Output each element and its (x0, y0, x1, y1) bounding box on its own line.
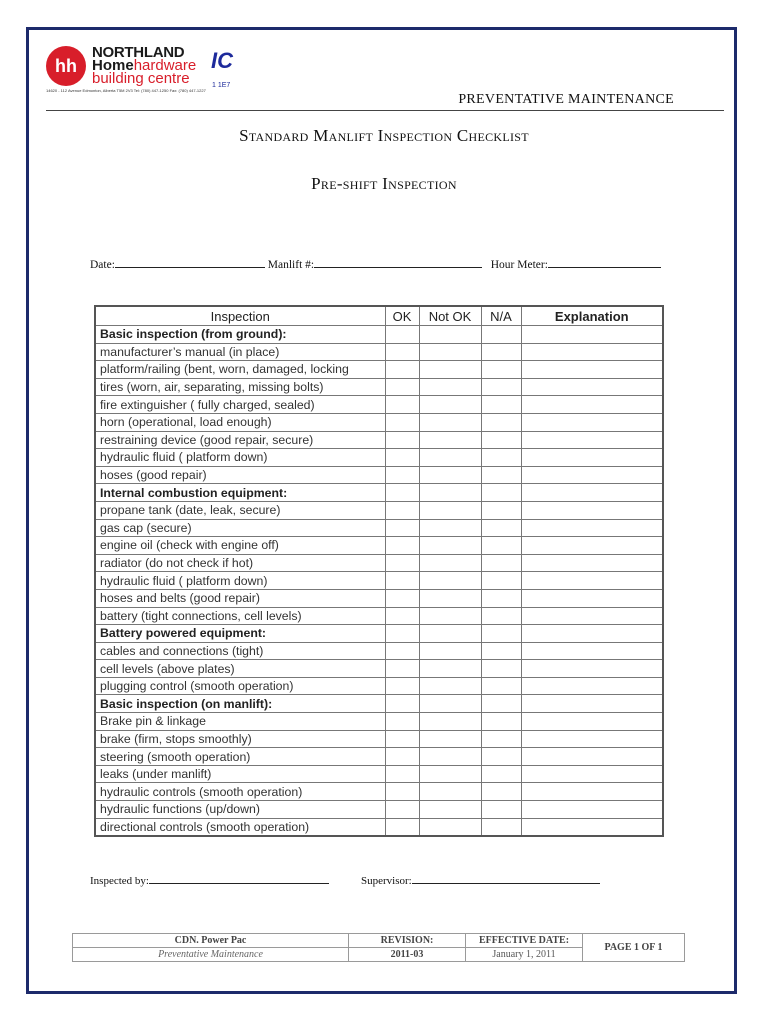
explanation-cell[interactable] (521, 783, 663, 801)
explanation-cell[interactable] (521, 449, 663, 467)
na-cell[interactable] (481, 783, 521, 801)
na-cell[interactable] (481, 378, 521, 396)
explanation-cell[interactable] (521, 818, 663, 836)
ok-cell[interactable] (385, 713, 419, 731)
inspection-item: restraining device (good repair, secure) (95, 431, 385, 449)
not-ok-cell[interactable] (419, 396, 481, 414)
not-ok-cell[interactable] (419, 501, 481, 519)
section-heading: Internal combustion equipment: (95, 484, 385, 502)
inspection-item: manufacturer’s manual (in place) (95, 343, 385, 361)
ok-cell[interactable] (385, 660, 419, 678)
explanation-cell (521, 625, 663, 643)
section-row (95, 695, 663, 713)
na-cell[interactable] (481, 677, 521, 695)
table-row (95, 783, 663, 801)
table-row (95, 818, 663, 836)
inspection-item: radiator (do not check if hot) (95, 554, 385, 572)
table-row (95, 748, 663, 766)
ok-cell[interactable] (385, 642, 419, 660)
ok-cell[interactable] (385, 466, 419, 484)
header-fields (90, 255, 661, 271)
inspection-item: hydraulic controls (smooth operation) (95, 783, 385, 801)
not-ok-cell[interactable] (419, 378, 481, 396)
ok-cell (385, 484, 419, 502)
footer-page: PAGE 1 OF 1 (583, 934, 685, 962)
inspection-item: battery (tight connections, cell levels) (95, 607, 385, 625)
table-row (95, 607, 663, 625)
inspection-item: propane tank (date, leak, secure) (95, 501, 385, 519)
na-cell[interactable] (481, 537, 521, 555)
not-ok-cell[interactable] (419, 537, 481, 555)
inspection-item: engine oil (check with engine off) (95, 537, 385, 555)
explanation-cell[interactable] (521, 343, 663, 361)
explanation-cell[interactable] (521, 466, 663, 484)
logo-home: Home (92, 57, 134, 74)
table-row (95, 431, 663, 449)
section-row (95, 625, 663, 643)
not-ok-cell[interactable] (419, 765, 481, 783)
explanation-cell (521, 484, 663, 502)
na-cell[interactable] (481, 660, 521, 678)
header-divider (46, 110, 724, 111)
na-cell[interactable] (481, 361, 521, 379)
table-row (95, 396, 663, 414)
ok-cell[interactable] (385, 378, 419, 396)
logo-address: 14620 - 112 Avenue Edmonton, Alberta T5M 2V3 Tel: (780) 447-1250 Fax: (780) 447-1227 (46, 88, 206, 93)
manlift-label: Manlift #: (267, 259, 315, 271)
inspection-item: cables and connections (tight) (95, 642, 385, 660)
not-ok-cell[interactable] (419, 730, 481, 748)
inspection-item: steering (smooth operation) (95, 748, 385, 766)
manlift-field[interactable] (314, 255, 482, 268)
section-heading: Battery powered equipment: (95, 625, 385, 643)
date-field[interactable] (115, 255, 265, 268)
not-ok-cell[interactable] (419, 642, 481, 660)
ok-cell (385, 326, 419, 344)
inspection-item: hoses and belts (good repair) (95, 589, 385, 607)
table-row (95, 519, 663, 537)
inspected-by-field[interactable] (149, 872, 329, 884)
explanation-cell[interactable] (521, 730, 663, 748)
section-heading: Basic inspection (from ground): (95, 326, 385, 344)
explanation-cell[interactable] (521, 589, 663, 607)
na-cell[interactable] (481, 589, 521, 607)
ok-cell[interactable] (385, 554, 419, 572)
explanation-cell (521, 326, 663, 344)
not-ok-cell[interactable] (419, 801, 481, 819)
footer-effective-date: January 1, 2011 (466, 948, 583, 962)
explanation-cell[interactable] (521, 642, 663, 660)
na-cell[interactable] (481, 413, 521, 431)
na-cell[interactable] (481, 765, 521, 783)
explanation-cell[interactable] (521, 607, 663, 625)
inspection-item: plugging control (smooth operation) (95, 677, 385, 695)
document-footer (72, 933, 685, 962)
header-label: PREVENTATIVE MAINTENANCE (458, 92, 674, 107)
inspected-by (90, 872, 329, 887)
explanation-cell[interactable] (521, 519, 663, 537)
col-inspection: Inspection (95, 306, 385, 326)
footer-company: CDN. Power Pac (73, 934, 349, 948)
supervisor-label: Supervisor: (361, 875, 412, 887)
not-ok-cell[interactable] (419, 449, 481, 467)
ok-cell[interactable] (385, 361, 419, 379)
na-cell[interactable] (481, 730, 521, 748)
section-row (95, 484, 663, 502)
not-ok-cell[interactable] (419, 783, 481, 801)
not-ok-cell[interactable] (419, 343, 481, 361)
explanation-cell[interactable] (521, 677, 663, 695)
ok-cell[interactable] (385, 730, 419, 748)
table-row (95, 378, 663, 396)
table-row (95, 466, 663, 484)
not-ok-cell[interactable] (419, 607, 481, 625)
explanation-cell[interactable] (521, 431, 663, 449)
section-row (95, 326, 663, 344)
inspection-item: leaks (under manlift) (95, 765, 385, 783)
hour-meter-field[interactable] (548, 255, 661, 268)
table-header-row (95, 306, 663, 326)
na-cell[interactable] (481, 748, 521, 766)
ok-cell[interactable] (385, 501, 419, 519)
table-row (95, 361, 663, 379)
explanation-cell (521, 695, 663, 713)
explanation-cell[interactable] (521, 396, 663, 414)
table-row (95, 501, 663, 519)
na-cell[interactable] (481, 519, 521, 537)
logo-building-centre: building centre (92, 70, 190, 87)
inspection-item: platform/railing (bent, worn, damaged, locking (95, 361, 385, 379)
ok-cell[interactable] (385, 677, 419, 695)
na-cell (481, 326, 521, 344)
inspection-item: gas cap (secure) (95, 519, 385, 537)
footer-revision-label: REVISION: (349, 934, 466, 948)
ok-cell[interactable] (385, 537, 419, 555)
inspection-item: hydraulic fluid ( platform down) (95, 449, 385, 467)
ok-cell[interactable] (385, 449, 419, 467)
col-ok: OK (385, 306, 419, 326)
table-row (95, 572, 663, 590)
inspection-item: tires (worn, air, separating, missing bolts) (95, 378, 385, 396)
explanation-cell[interactable] (521, 765, 663, 783)
table-row (95, 713, 663, 731)
table-row (95, 642, 663, 660)
logo-northland: NORTHLAND (92, 44, 185, 61)
date-label: Date: (90, 259, 115, 271)
logo-ic: IC (211, 48, 233, 73)
ok-cell (385, 695, 419, 713)
na-cell[interactable] (481, 449, 521, 467)
inspection-item: cell levels (above plates) (95, 660, 385, 678)
col-explanation: Explanation (521, 306, 663, 326)
not-ok-cell[interactable] (419, 519, 481, 537)
not-ok-cell[interactable] (419, 466, 481, 484)
explanation-cell[interactable] (521, 660, 663, 678)
ok-cell[interactable] (385, 572, 419, 590)
inspection-item: hoses (good repair) (95, 466, 385, 484)
ok-cell[interactable] (385, 343, 419, 361)
na-cell[interactable] (481, 501, 521, 519)
not-ok-cell (419, 484, 481, 502)
ok-cell[interactable] (385, 765, 419, 783)
not-ok-cell[interactable] (419, 589, 481, 607)
ok-cell[interactable] (385, 783, 419, 801)
inspection-table (94, 305, 664, 837)
supervisor-field[interactable] (412, 872, 600, 884)
ok-cell[interactable] (385, 589, 419, 607)
na-cell (481, 484, 521, 502)
ok-cell[interactable] (385, 431, 419, 449)
table-row (95, 660, 663, 678)
na-cell[interactable] (481, 554, 521, 572)
footer-revision: 2011-03 (349, 948, 466, 962)
inspection-item: brake (firm, stops smoothly) (95, 730, 385, 748)
explanation-cell[interactable] (521, 361, 663, 379)
not-ok-cell[interactable] (419, 361, 481, 379)
footer-doc: Preventative Maintenance (73, 948, 349, 962)
page-subtitle: Pre-shift Inspection (311, 174, 457, 193)
not-ok-cell[interactable] (419, 413, 481, 431)
not-ok-cell (419, 695, 481, 713)
na-cell (481, 625, 521, 643)
ok-cell[interactable] (385, 396, 419, 414)
ok-cell[interactable] (385, 818, 419, 836)
na-cell[interactable] (481, 713, 521, 731)
supervisor (361, 872, 600, 887)
explanation-cell[interactable] (521, 501, 663, 519)
footer-effective-label: EFFECTIVE DATE: (466, 934, 583, 948)
logo-hardware: hardware (133, 57, 197, 74)
table-row (95, 554, 663, 572)
na-cell[interactable] (481, 343, 521, 361)
na-cell[interactable] (481, 607, 521, 625)
ok-cell[interactable] (385, 748, 419, 766)
na-cell[interactable] (481, 572, 521, 590)
na-cell[interactable] (481, 431, 521, 449)
hour-meter-label: Hour Meter: (490, 259, 548, 271)
na-cell[interactable] (481, 466, 521, 484)
company-logo (46, 44, 246, 100)
na-cell[interactable] (481, 396, 521, 414)
inspected-by-label: Inspected by: (90, 875, 149, 887)
explanation-cell[interactable] (521, 748, 663, 766)
table-row (95, 677, 663, 695)
inspection-item: directional controls (smooth operation) (95, 818, 385, 836)
home-hardware-logo-icon: hh (46, 46, 86, 86)
not-ok-cell[interactable] (419, 554, 481, 572)
explanation-cell[interactable] (521, 801, 663, 819)
ok-cell[interactable] (385, 607, 419, 625)
na-cell[interactable] (481, 642, 521, 660)
explanation-cell[interactable] (521, 378, 663, 396)
table-row (95, 730, 663, 748)
inspection-item: fire extinguisher ( fully charged, sealed) (95, 396, 385, 414)
table-row (95, 343, 663, 361)
not-ok-cell[interactable] (419, 748, 481, 766)
inspection-item: hydraulic functions (up/down) (95, 801, 385, 819)
ok-cell[interactable] (385, 801, 419, 819)
table-row (95, 589, 663, 607)
ok-cell (385, 625, 419, 643)
not-ok-cell[interactable] (419, 431, 481, 449)
explanation-cell[interactable] (521, 413, 663, 431)
table-row (95, 449, 663, 467)
col-na: N/A (481, 306, 521, 326)
not-ok-cell[interactable] (419, 660, 481, 678)
explanation-cell[interactable] (521, 572, 663, 590)
not-ok-cell[interactable] (419, 713, 481, 731)
explanation-cell[interactable] (521, 537, 663, 555)
not-ok-cell[interactable] (419, 572, 481, 590)
inspection-item: horn (operational, load enough) (95, 413, 385, 431)
table-row (95, 765, 663, 783)
col-not-ok: Not OK (419, 306, 481, 326)
not-ok-cell (419, 625, 481, 643)
logo-code: 1 1E7 (212, 82, 231, 89)
na-cell[interactable] (481, 818, 521, 836)
not-ok-cell[interactable] (419, 818, 481, 836)
ok-cell[interactable] (385, 519, 419, 537)
table-row (95, 413, 663, 431)
explanation-cell[interactable] (521, 713, 663, 731)
not-ok-cell[interactable] (419, 677, 481, 695)
na-cell[interactable] (481, 801, 521, 819)
inspection-item: Brake pin & linkage (95, 713, 385, 731)
section-heading: Basic inspection (on manlift): (95, 695, 385, 713)
explanation-cell[interactable] (521, 554, 663, 572)
not-ok-cell (419, 326, 481, 344)
inspection-item: hydraulic fluid ( platform down) (95, 572, 385, 590)
na-cell (481, 695, 521, 713)
table-row (95, 801, 663, 819)
page-title: Standard Manlift Inspection Checklist (239, 126, 529, 145)
ok-cell[interactable] (385, 413, 419, 431)
table-row (95, 537, 663, 555)
